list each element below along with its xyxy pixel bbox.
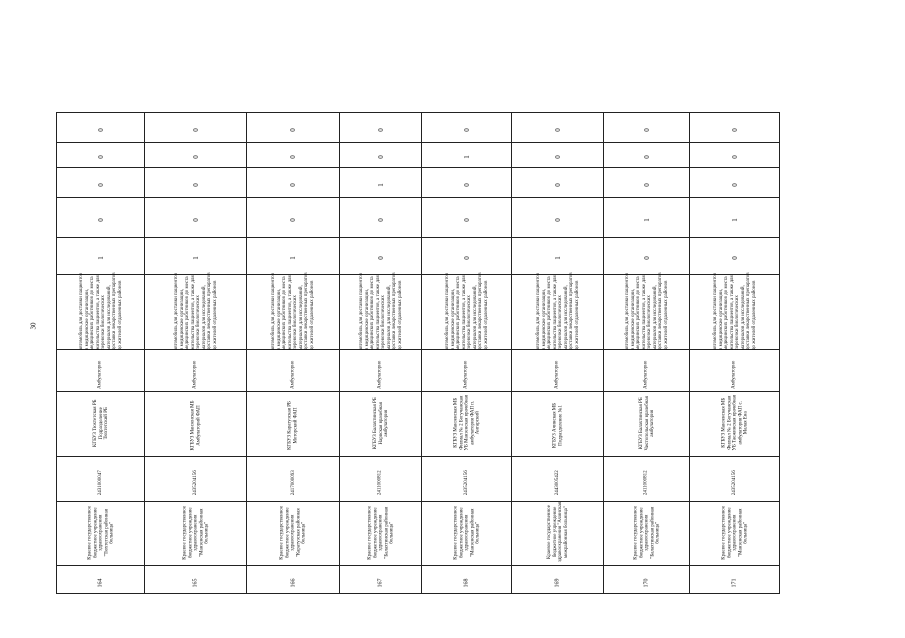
cell-purpose: автомобиль для доставки пациентов в медицинские организации, медицинских работников до места жительства пациентов, а также для перевозки биологических материалов для исследований, доставки лекарственных препаратов до жителей отдаленных районов [78,272,122,350]
cell-v4: 0 [730,155,739,159]
cell-org: Краевое государственное бюджетное учреждение здравоохранения "Балахтинская районная больница" [366,505,394,560]
vehicles-table [56,112,780,594]
cell-v5: 0 [96,127,105,132]
cell-v5: 0 [642,127,651,132]
row-unit [57,392,780,457]
cell-v5: 0 [730,127,739,132]
cell-code: 2431000047 [97,470,103,496]
cell-purpose: автомобиль для доставки пациентов в медицинские организации, медицинских работников до места жительства пациентов, а также для перевозки биологических материалов для исследований, доставки лекарственных препаратов до жителей отдаленных районов [624,272,668,350]
cell-unit: КГБУЗ Манзенская МБ Амбулаторий ФАП [190,399,201,451]
cell-v3: 0 [553,182,562,187]
cell-v5: 0 [191,127,200,132]
row-number [57,566,780,594]
cell-org: Краевое государственное бюджетное учреждение здравоохранения "Манзенская районная больница" [181,505,209,560]
cell-v1: 1 [191,256,200,260]
row-code [57,457,780,502]
cell-org: Краевое государственное бюджетное учреждение здравоохранения "Манзенская районная больница" [452,505,480,560]
cell-purpose: автомобиль для доставки пациентов в медицинские организации, медицинских работников до места жительства пациентов, а также для перевозки биологических материалов для исследований, доставки лекарственных препаратов до жителей отдаленных районов [712,272,756,350]
cell-type: Амбулаторно [192,360,198,389]
cell-purpose: автомобиль для доставки пациентов в медицинские организации, медицинских работников до места жительства пациентов, а также для перевозки биологических материалов для исследований, доставки лекарственных препаратов до жителей отдаленных районов [358,272,402,350]
cell-v4: 0 [553,155,562,159]
cell-v2: 1 [730,217,739,222]
cell-num: 164 [97,578,104,587]
cell-v2: 0 [462,217,471,222]
cell-unit: КГБУЗ Каратузская РБ Моторский ФАП [287,400,298,450]
cell-v3: 0 [96,182,105,187]
cell-v4: 0 [191,155,200,159]
cell-unit: КГБУЗ Балахтинская РБ Нарвская врачебная амбулатория [372,396,389,449]
cell-org: Краевое государственное бюджетное учреждение здравоохранения "Ачинская межрайонная больница" [546,502,568,563]
cell-v3: 0 [289,182,297,187]
cell-v2: 0 [191,217,200,222]
cell-v5: 0 [462,127,471,132]
cell-num: 168 [463,578,470,587]
row-value-3 [57,168,780,198]
cell-code: 2411000812 [377,470,383,496]
cell-type: Амбулаторно [554,360,560,389]
row-purpose [57,275,780,350]
cell-v1: 0 [376,256,385,260]
cell-v4: 0 [289,155,297,159]
cell-v2: 0 [289,217,297,222]
cell-v1: 1 [96,256,105,260]
cell-code: 2411000812 [643,470,649,496]
row-org [57,502,780,566]
row-type [57,350,780,392]
cell-v5: 0 [553,127,562,132]
cell-v3: 0 [191,182,200,187]
cell-v3: 0 [730,182,739,187]
cell-type: Амбулаторно [731,360,737,389]
cell-num: 166 [290,578,296,587]
cell-unit: КГБУЗ Манзенская МБ Филиал № 2 Богучанская УБ Таежинская врачебная амбулатория ФАП с. Малая Ена [720,394,748,451]
cell-num: 170 [643,578,650,587]
cell-type: Амбулаторно [377,360,383,389]
cell-num: 165 [192,578,199,587]
cell-purpose: автомобиль для доставки пациентов в медицинские организации, медицинских работников до места жительства пациентов, а также для перевозки биологических материалов для исследований, доставки лекарственных препаратов до жителей отдаленных районов [271,272,315,350]
cell-purpose: автомобиль для доставки пациентов в медицинские организации, медицинских работников до места жительства пациентов, а также для перевозки биологических материалов для исследований, доставки лекарственных препаратов до жителей отдаленных районов [173,272,217,350]
cell-org: Краевое государственное бюджетное учреждение здравоохранения "Балахтинская районная больница" [632,505,660,560]
cell-v1: 0 [462,256,471,260]
cell-type: Амбулаторно [463,360,469,389]
cell-code: 2435204156 [731,470,737,496]
cell-num: 169 [554,578,561,587]
cell-v5: 0 [289,127,297,132]
page-number: 30 [29,322,38,330]
cell-v3: 0 [462,182,471,187]
cell-org: Краевое государственное бюджетное учреждение здравоохранения "Каратузская районная больница" [279,505,307,560]
cell-v4: 0 [642,155,651,159]
cell-v5: 0 [376,127,385,132]
cell-num: 171 [731,578,738,587]
cell-v1: 1 [553,256,562,260]
cell-v1: 0 [642,256,651,260]
cell-type: Амбулаторно [643,360,649,389]
cell-v2: 0 [553,217,562,222]
cell-v1: 1 [289,256,297,260]
cell-v3: 0 [642,182,651,187]
cell-type: Амбулаторно [290,360,296,389]
cell-org: Краевое государственное бюджетное учреждение здравоохранения "Манзенская районная больница" [720,505,748,560]
cell-type: Амбулаторно [97,360,103,389]
cell-code: 2435204156 [463,470,469,496]
cell-unit: КГБУЗ Манзенская МБ Филиал № 2 Богучанская УБ Манзенская врачебная амбулатория ФАП п. Ангарский [452,394,480,451]
cell-v2: 0 [96,217,105,222]
cell-code: 2417000093 [290,470,296,496]
cell-org: Краевое государственное бюджетное учреждение здравоохранения "Тюхтетская районная больница" [86,505,114,560]
cell-v2: 1 [642,217,651,222]
cell-v1: 0 [730,256,739,260]
cell-v2: 0 [376,217,385,222]
cell-unit: КГБУЗ Тюхтетская РБ Подразделение Тюхтетский РБ [92,399,109,447]
cell-unit: КГБУЗ Балахтинская РБ Чистопольская врачебная амбулатория [638,395,655,450]
row-value-4 [57,143,780,168]
row-value-1 [57,238,780,275]
row-value-5 [57,113,780,143]
row-value-2 [57,198,780,238]
cell-purpose: автомобиль для доставки пациентов в медицинские организации, медицинских работников до места жительства пациентов, а также для перевозки биологических материалов для исследований, доставки лекарственных препаратов до жителей отдаленных районов [444,272,488,350]
cell-num: 167 [377,578,384,587]
cell-code: 2443005422 [554,470,560,496]
cell-v4: 1 [462,155,471,159]
cell-purpose: автомобиль для доставки пациентов в медицинские организации, медицинских работников до места жительства пациентов, а также для перевозки биологических материалов для исследований, доставки лекарственных препаратов до жителей отдаленных районов [535,272,579,350]
cell-v4: 0 [376,155,385,159]
cell-v4: 0 [96,155,105,159]
cell-unit: КГБУЗ Ачинская МБ Подразделение №1 [552,402,563,448]
cell-code: 2435204156 [192,470,198,496]
cell-v3: 1 [376,182,385,187]
